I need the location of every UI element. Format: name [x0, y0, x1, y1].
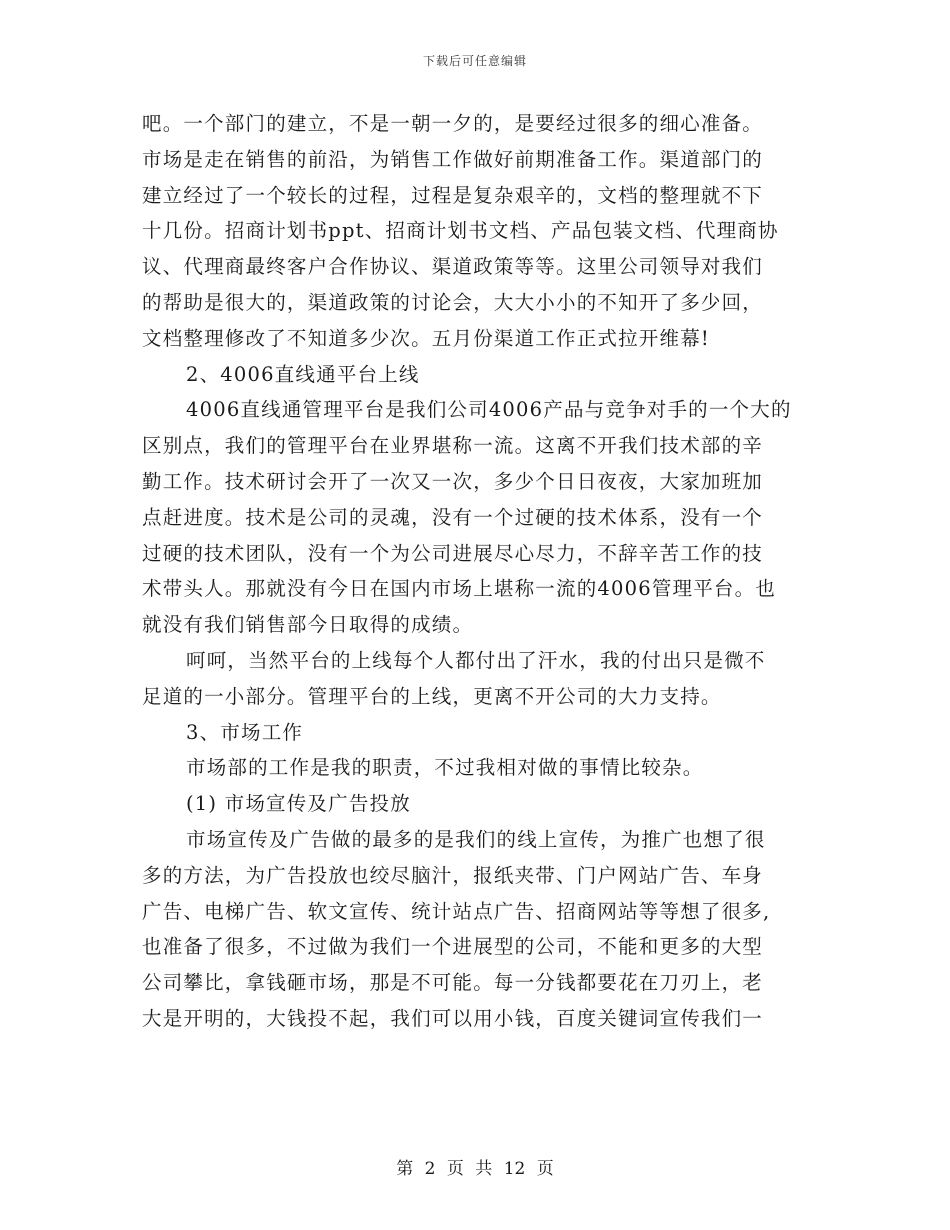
text-line: 的帮助是很大的，渠道政策的讨论会，大大小小的不知开了多少回，	[142, 290, 764, 314]
text-line: 吧。一个部门的建立，不是一朝一夕的，是要经过很多的细心准备。	[142, 112, 764, 135]
body-text	[142, 106, 810, 1037]
page-footer: 第 2 页 共 12 页	[396, 1159, 554, 1179]
text-line: 就没有我们销售部今日取得的成绩。	[142, 613, 474, 637]
text-line: 市场是走在销售的前沿，为销售工作做好前期准备工作。渠道部门的	[142, 147, 764, 171]
text-line: 市场宣传及广告做的最多的是我们的线上宣传，为推广也想了很	[186, 827, 766, 851]
text-line: 点赶进度。技术是公司的灵魂，没有一个过硬的技术体系，没有一个	[142, 505, 764, 529]
text-line: 3、市场工作	[186, 720, 304, 744]
text-line: 区别点，我们的管理平台在业界堪称一流。这离不开我们技术部的辛	[142, 434, 764, 458]
text-line: 建立经过了一个较长的过程，过程是复杂艰辛的，文档的整理就不下	[142, 183, 764, 207]
text-line: 2、4006直线通平台上线	[186, 362, 420, 386]
text-line: 议、代理商最终客户合作协议、渠道政策等等。这里公司领导对我们	[142, 255, 764, 279]
text-line: 公司攀比，拿钱砸市场，那是不可能。每一分钱都要花在刀刃上，老	[142, 971, 764, 995]
text-line: 市场部的工作是我的职责，不过我相对做的事情比较杂。	[186, 756, 704, 780]
text-line: 呵呵，当然平台的上线每个人都付出了汗水，我的付出只是微不	[186, 648, 766, 672]
text-line: 4006直线通管理平台是我们公司4006产品与竞争对手的一个大的	[186, 398, 792, 422]
text-line: 大是开明的，大钱投不起，我们可以用小钱，百度关键词宣传我们一	[142, 1006, 764, 1030]
page-header: 下载后可任意编辑	[422, 54, 527, 68]
text-line: 广告、电梯广告、软文宣传、统计站点广告、招商网站等等想了很多,	[142, 899, 771, 923]
text-line: 十几份。招商计划书ppt、招商计划书文档、产品包装文档、代理商协	[142, 219, 779, 243]
text-line: 文档整理修改了不知道多少次。五月份渠道工作正式拉开维幕!	[142, 326, 710, 350]
text-line: 也准备了很多，不过做为我们一个进展型的公司，不能和更多的大型	[142, 935, 764, 959]
text-line: 多的方法，为广告投放也绞尽脑汁，报纸夹带、门户网站广告、车身	[142, 863, 764, 887]
text-line: 过硬的技术团队，没有一个为公司进展尽心尽力，不辞辛苦工作的技	[142, 541, 764, 565]
text-line: 勤工作。技术研讨会开了一次又一次，多少个日日夜夜，大家加班加	[142, 469, 764, 493]
text-line: 足道的一小部分。管理平台的上线，更离不开公司的大力支持。	[142, 684, 722, 708]
text-line: 术带头人。那就没有今日在国内市场上堪称一流的4006管理平台。也	[142, 577, 777, 601]
text-line: (1) 市场宣传及广告投放	[186, 792, 411, 816]
